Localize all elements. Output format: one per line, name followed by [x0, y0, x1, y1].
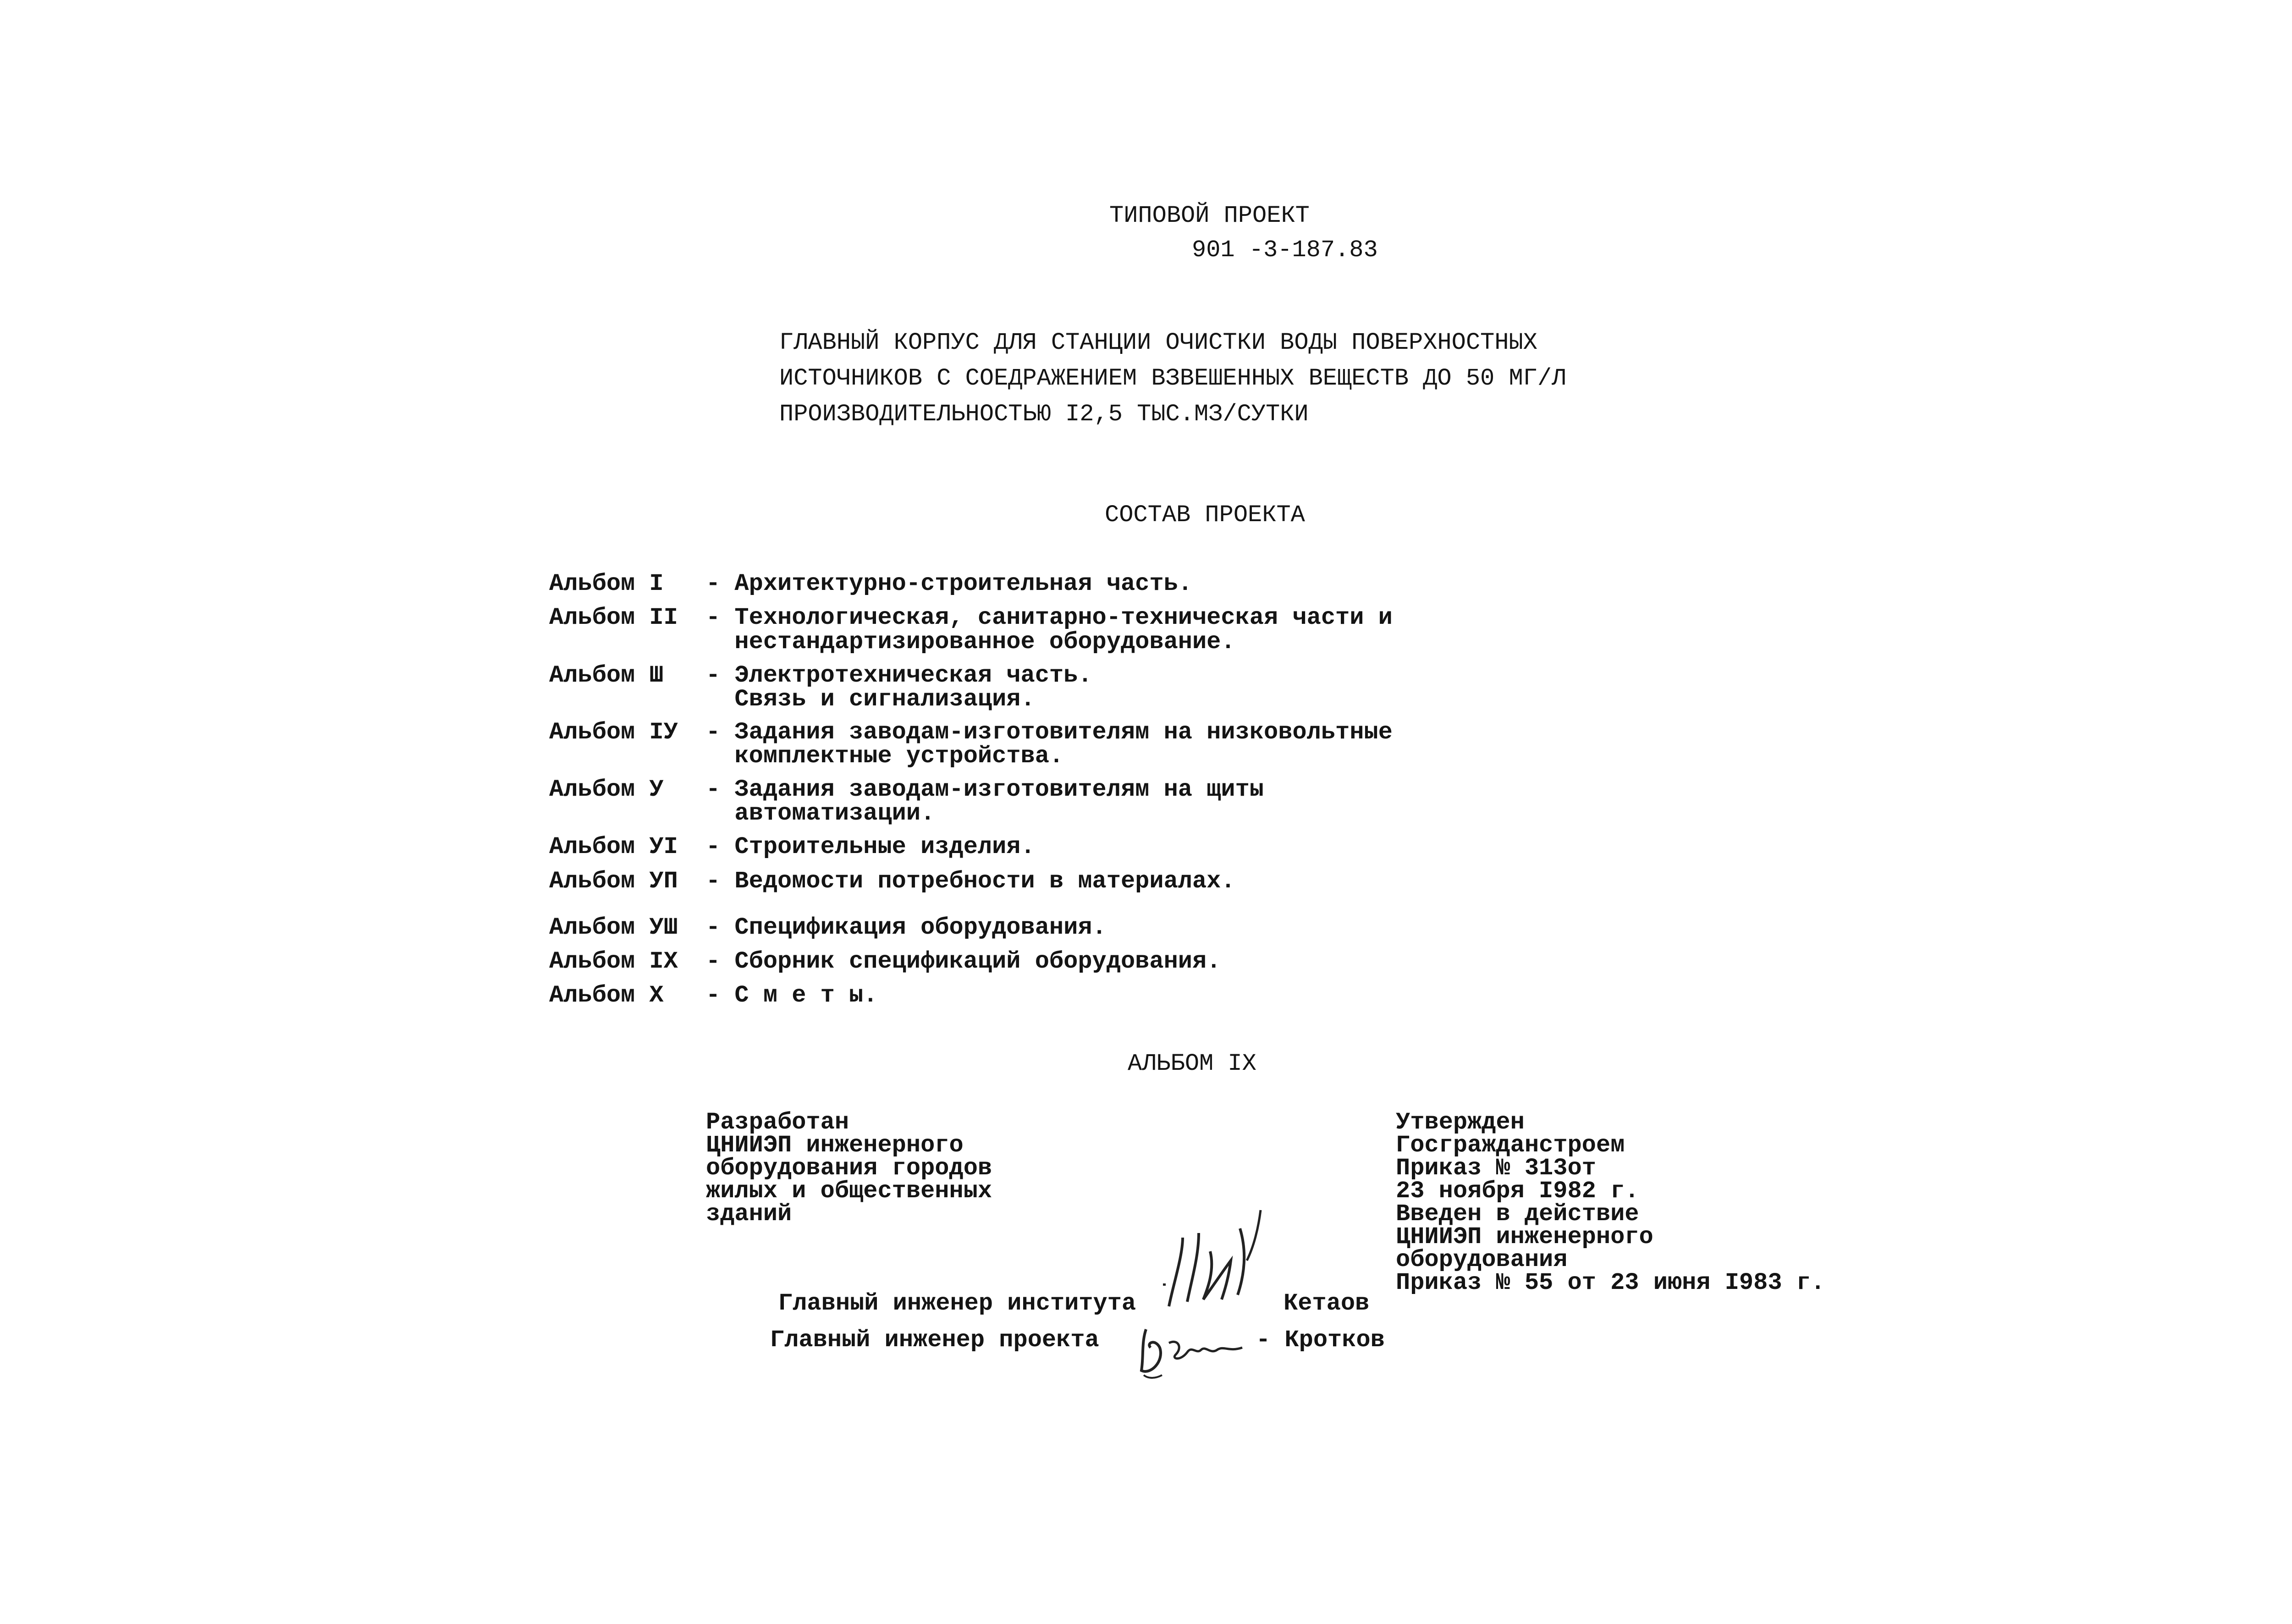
approved-line: Госгражданстроем — [1396, 1132, 1625, 1159]
album-desc: - Технологическая, санитарно-техническая части и — [706, 604, 1393, 631]
album-label: Альбом X — [549, 982, 664, 1009]
album-desc: - Задания заводам-изготовителям на щиты — [706, 776, 1264, 803]
album-label: Альбом УI — [549, 833, 678, 860]
album-desc: - Задания заводам-изготовителям на низковольтные — [706, 719, 1393, 746]
title-line-2: ИСТОЧНИКОВ С СОЕДРАЖЕНИЕМ ВЗВЕШЕННЫХ ВЕЩЕСТВ ДО 50 МГ/Л — [779, 365, 1566, 392]
signature-name: - Кротков — [1256, 1327, 1385, 1354]
album-heading: АЛЬБОМ IX — [1128, 1050, 1256, 1077]
developed-line: оборудования городов — [706, 1155, 992, 1182]
album-desc: Связь и сигнализация. — [706, 686, 1035, 713]
album-label: Альбом II — [549, 604, 678, 631]
title-line-3: ПРОИЗВОДИТЕЛЬНОСТЬЮ I2,5 ТЫС.МЗ/СУТКИ — [779, 401, 1309, 428]
album-desc: - Архитектурно-строительная часть. — [706, 570, 1192, 597]
album-label: Альбом Ш — [549, 662, 664, 689]
album-desc: - Спецификация оборудования. — [706, 914, 1107, 941]
album-desc: - Строительные изделия. — [706, 833, 1035, 860]
approved-line: 23 ноября I982 г. — [1396, 1178, 1639, 1205]
signature-name: Кетаов — [1284, 1290, 1370, 1317]
album-label: Альбом IX — [549, 948, 678, 975]
signature-mark-institute — [1155, 1201, 1293, 1320]
approved-line: оборудования — [1396, 1246, 1568, 1273]
album-label: Альбом У — [549, 776, 664, 803]
album-desc: комплектные устройства. — [706, 743, 1064, 770]
signature-role: Главный инженер института — [778, 1290, 1136, 1317]
album-desc: - Электротехническая часть. — [706, 662, 1092, 689]
project-type-label: ТИПОВОЙ ПРОЕКТ — [1109, 202, 1310, 229]
album-label: Альбом УП — [549, 868, 678, 895]
approved-line: Приказ № 55 от 23 июня I983 г. — [1396, 1269, 1825, 1296]
album-label: Альбом УШ — [549, 914, 678, 941]
developed-line: ЦНИИЭП инженерного — [706, 1132, 964, 1159]
album-label: Альбом I — [549, 570, 664, 597]
approved-line: Введен в действие — [1396, 1200, 1639, 1228]
composition-heading: СОСТАВ ПРОЕКТА — [1105, 501, 1305, 528]
album-desc: - С м е т ы. — [706, 982, 878, 1009]
album-desc: - Ведомости потребности в материалах. — [706, 868, 1235, 895]
album-desc: автоматизации. — [706, 800, 935, 827]
album-desc: нестандартизированное оборудование. — [706, 628, 1235, 655]
developed-line: Разработан — [706, 1109, 849, 1136]
signature-mark-project — [1137, 1311, 1256, 1380]
approved-line: Утвержден — [1396, 1109, 1525, 1136]
developed-line: зданий — [706, 1200, 792, 1228]
album-desc: - Сборник спецификаций оборудования. — [706, 948, 1221, 975]
album-label: Альбом IУ — [549, 719, 678, 746]
title-line-1: ГЛАВНЫЙ КОРПУС ДЛЯ СТАНЦИИ ОЧИСТКИ ВОДЫ ПОВЕРХНОСТНЫХ — [779, 329, 1537, 356]
signature-role: Главный инженер проекта — [770, 1327, 1099, 1354]
developed-line: жилых и общественных — [706, 1178, 992, 1205]
approved-line: ЦНИИЭП инженерного — [1396, 1223, 1653, 1250]
project-number: 901 -3-187.83 — [1192, 237, 1378, 264]
approved-line: Приказ № 313от — [1396, 1155, 1596, 1182]
